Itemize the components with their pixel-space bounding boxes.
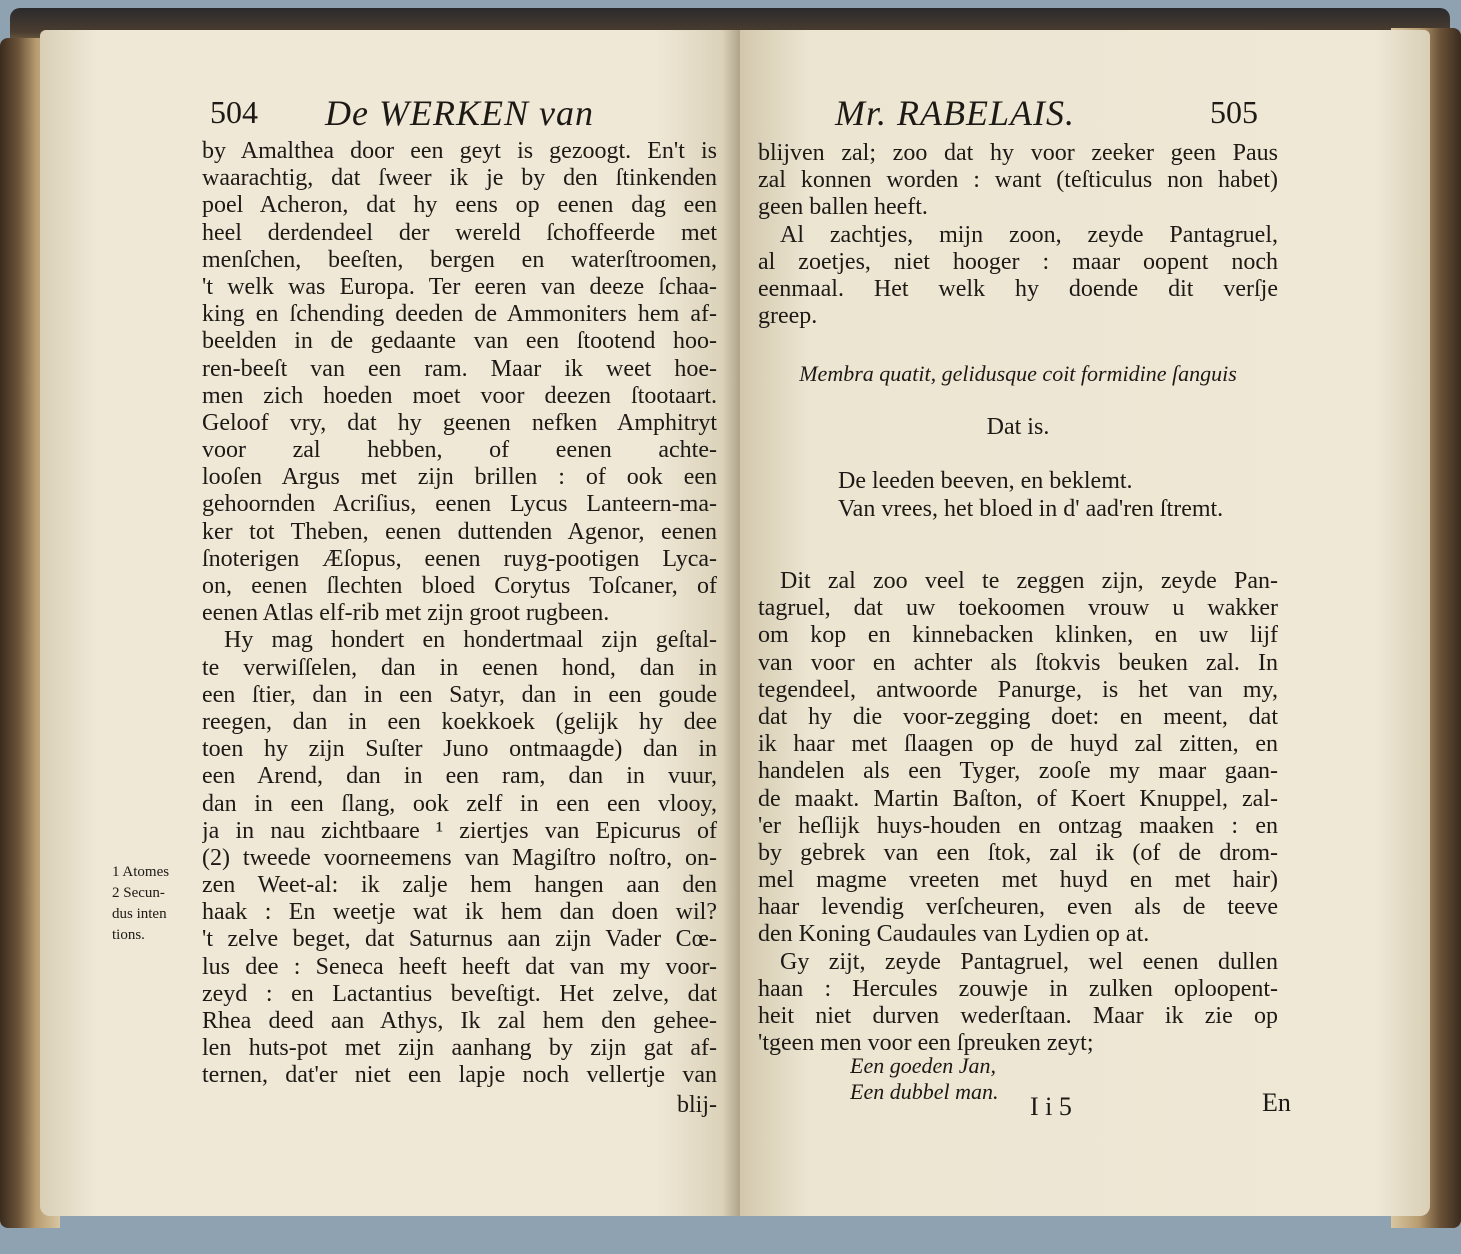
open-book [0,8,1461,1254]
proverb-line-1: Een goeden Jan, [850,1053,996,1078]
verse-line-1: De leeden beeven, en beklemt. [838,468,1133,494]
text-line: (2) tweede voorneemens van Magiſtro noſtro, on- [202,844,717,871]
margin-note-line-3: dus inten [112,906,167,922]
text-line: ker tot Theben, eenen duttenden Agenor, eenen [202,518,717,545]
text-line: al zoetjes, niet hooger : maar oopent noch [758,248,1278,275]
text-line: dan in een ſlang, ook zelf in een een vlooy, [202,790,717,817]
left-catchword: blij- [677,1092,717,1118]
left-page [40,30,740,1216]
text-line: eenmaal. Het welk hy doende dit verſje [758,275,1278,302]
text-line: heit niet durven wederſtaan. Maar ik zie op [758,1003,1278,1029]
text-line: poel Acheron, dat hy eens op eenen dag een [202,192,717,219]
text-line: blijven zal; zoo dat hy voor zeeker geen Paus [758,140,1278,166]
text-line: ſnoterigen Æſopus, eenen ruyg-pootigen Lyca- [202,545,717,572]
latin-verse: Membra quatit, gelidusque coit formidine ſanguis [799,361,1237,386]
text-line: Hy mag hondert en hondertmaal zijn geſtal- [224,627,717,654]
text-line: te verwiſſelen, dan in eenen hond, dan in [202,654,717,681]
text-line: Dit zal zoo veel te zeggen zijn, zeyde Pan- [780,568,1278,594]
text-line: beelden in de gedaante van een ſtootend hoo- [202,328,717,355]
dat-is-heading: Dat is. [986,414,1050,440]
text-line: 'tgeen men voor een ſpreuken zeyt; [758,1030,1094,1057]
text-line: zal konnen worden : want (teſticulus non habet) [758,167,1278,194]
left-running-head: De WERKEN van [325,93,594,133]
text-line: ja in nau zichtbaare ¹ ziertjes van Epicurus of [202,817,717,844]
right-running-head: Mr. RABELAIS. [835,93,1075,133]
text-line: toen hy zijn Suſter Juno ontmaagde) dan in [202,736,717,763]
text-line: eenen Atlas elf-rib met zijn groot rugbeen. [202,600,610,627]
text-line: den Koning Caudaules van Lydien op at. [758,921,1150,948]
text-line: greep. [758,303,818,330]
text-line: ternen, dat'er niet een lapje noch vellertje van [202,1062,717,1089]
text-line: by gebrek van een ſtok, zal ik (of de drom- [758,839,1278,866]
proverb-line-2: Een dubbel man. [850,1079,999,1104]
printer-signature: I i 5 [1030,1092,1072,1121]
text-line: haan : Hercules zouwje in zulken oploopent- [758,975,1278,1002]
right-page [740,30,1430,1216]
text-line: lus dee : Seneca heeft heeft dat van my voor- [202,953,717,980]
right-page-number: 505 [1210,94,1258,130]
text-line: haak : En weetje wat ik hem dan doen wil? [202,899,717,926]
text-line: on, eenen ſlechten bloed Corytus Toſcaner, of [202,573,717,599]
text-line: van voor en achter als ſtokvis beuken zal. In [758,649,1278,676]
text-line: een ſtier, dan in een Satyr, dan in een goude [202,681,717,708]
right-text-bottom [758,568,1278,1057]
text-line: 't welk was Europa. Ter eeren van deeze ſchaa- [202,273,717,300]
text-line: om kop en kinnebacken klinken, en uw lijf [758,622,1278,649]
text-line: looſen Argus met zijn brillen : of ook een [202,464,717,491]
text-line: zen Weet-al: ik zalje hem hangen aan den [202,872,717,899]
text-line: een Arend, dan in een ram, dan in vuur, [202,763,717,790]
margin-note-line-1: 1 Atomes [112,864,170,880]
left-page-number: 504 [210,94,258,130]
text-line: handelen als een Tyger, zooſe my maar gaan- [758,758,1278,785]
verse-line-2: Van vrees, het bloed in d' aad'ren ſtremt. [838,496,1224,522]
text-line: 't zelve beget, dat Saturnus aan zijn Vader Cœ- [202,926,717,953]
text-line: Gy zijt, zeyde Pantagruel, wel eenen dullen [780,948,1278,975]
text-line: tagruel, dat uw toekoomen vrouw u wakker [758,595,1278,622]
text-line: by Amalthea door een geyt is gezoogt. En't is [202,138,717,164]
text-line: king en ſchending deeden de Ammoniters hem af- [202,301,717,328]
text-line: gehoornden Acriſius, eenen Lycus Lanteern-ma- [202,491,717,518]
text-line: mel magme vreeten met huyd en met hair) [758,867,1278,894]
text-line: menſchen, beeſten, bergen en waterſtroomen, [202,246,717,273]
text-line: ren-beeſt van een ram. Maar ik weet hoe- [202,355,717,382]
text-line: Geloof vry, dat hy geenen nefken Amphitryt [202,409,717,436]
text-line: dat hy die voor-zegging doet: en meent, dat [758,703,1278,730]
text-line: heel derdendeel der wereld ſchoffeerde met [202,219,717,246]
text-line: waarachtig, dat ſweer ik je by den ſtinkenden [202,165,717,192]
text-line: voor zal hebben, of eenen achte- [202,437,717,464]
text-line: Rhea deed aan Athys, Ik zal hem den gehee- [202,1008,717,1034]
margin-note-line-4: tions. [112,927,145,943]
text-line: Al zachtjes, mijn zoon, zeyde Pantagruel, [780,221,1278,248]
text-line: haar levendig verſcheuren, even als de teeve [758,894,1278,921]
text-line: geen ballen heeft. [758,194,928,221]
left-text-column [202,138,717,1090]
text-line: men zich hoeden moet voor deezen ſtootaart. [202,382,717,409]
text-line: de maakt. Martin Baſton, of Koert Knuppel, zal- [758,785,1278,812]
text-line: reegen, dan in een koekkoek (gelijk hy dee [202,708,717,735]
text-line: len huts-pot met zijn aanhang by zijn gat af- [202,1035,717,1062]
margin-note-line-2: 2 Secun- [112,885,165,901]
text-line: tegendeel, antwoorde Panurge, is het van my, [758,676,1278,703]
text-line: zeyd : en Lactantius beveſtigt. Het zelve, dat [202,980,717,1007]
text-line: 'er heſlijk huys-houden en ontzag maaken : en [758,812,1278,839]
text-line: ik haar met ſlaagen op de huyd zal zitten, en [758,731,1278,758]
right-text-top [758,140,1278,330]
right-catchword: En [1262,1088,1291,1117]
